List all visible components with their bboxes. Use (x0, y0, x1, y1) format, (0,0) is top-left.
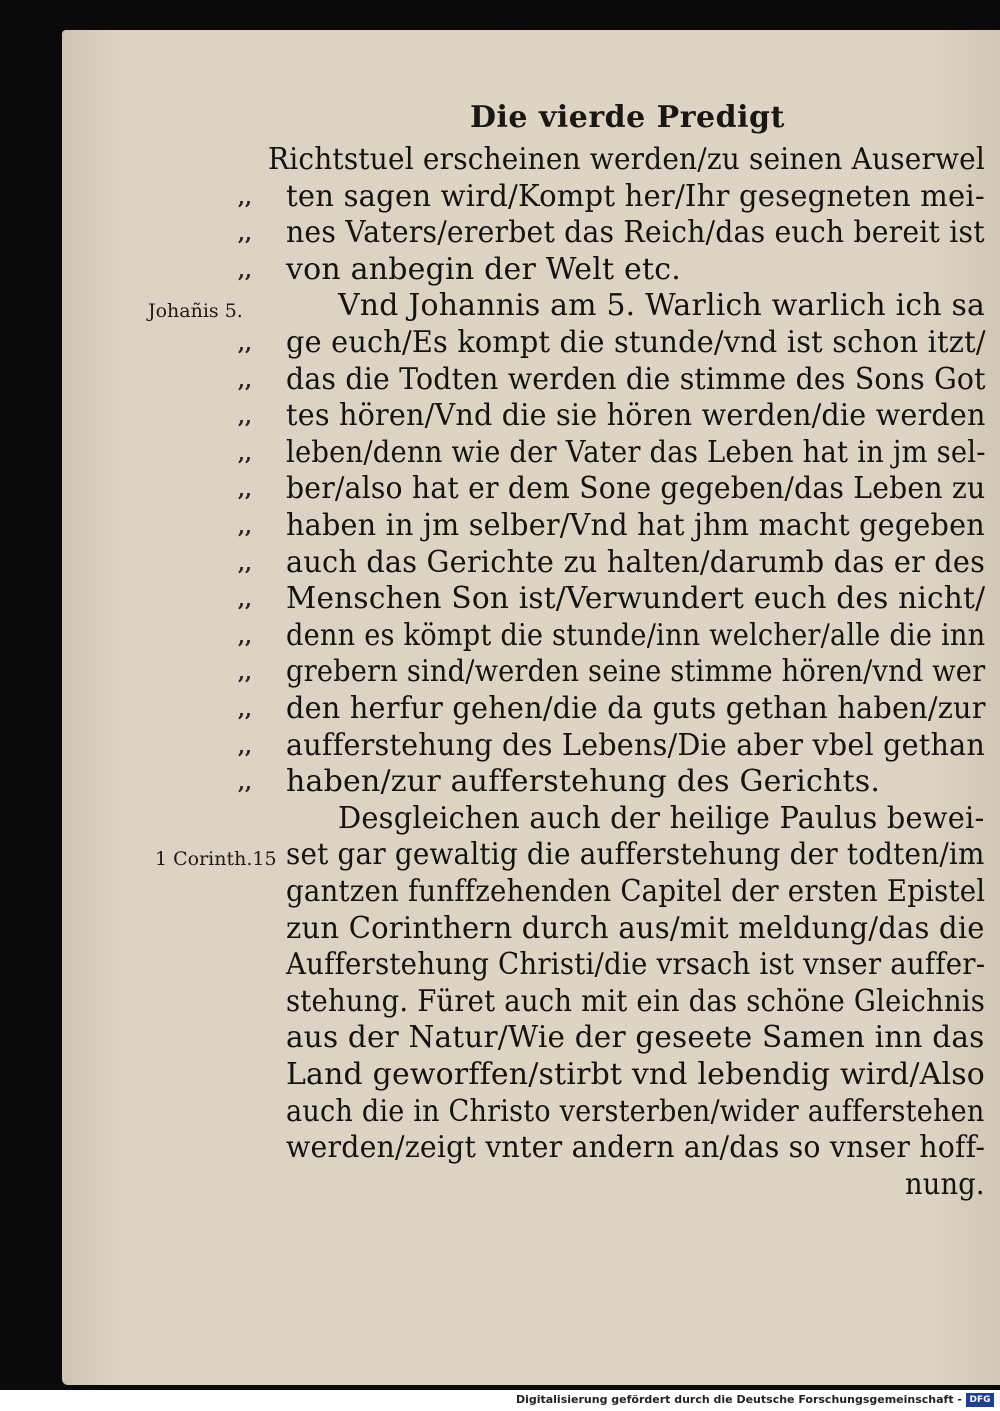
quote-mark: ,, (238, 697, 252, 721)
text-line: das die Todten werden die stimme des Sons Got (286, 362, 986, 397)
dfg-logo: DFG (966, 1393, 994, 1407)
text-line: stehung. Füret auch mit ein das schöne Gleichnis (286, 984, 986, 1019)
text-line: nes Vaters/ererbet das Reich/das euch bereit ist (286, 215, 985, 250)
text-line: gantzen funffzehenden Capitel der ersten Epistel (286, 874, 986, 909)
page-header: Die vierde Predigt (470, 100, 785, 135)
text-line: Vnd Johannis am 5. Warlich warlich ich sa (338, 288, 986, 323)
quote-mark: ,, (238, 258, 252, 282)
text-line: Land geworffen/stirbt vnd lebendig wird/Also (286, 1057, 986, 1092)
text-line: von anbegin der Welt etc. (286, 252, 681, 287)
quote-mark: ,, (238, 624, 252, 648)
footer-credit: Digitalisierung gefördert durch die Deutsche Forschungsgemeinschaft - (515, 1393, 962, 1406)
text-line: aus der Natur/Wie der geseete Samen inn das (286, 1020, 985, 1055)
text-line: Richtstuel erscheinen werden/zu seinen Auserwel (268, 142, 986, 177)
text-line: tes hören/Vnd die sie hören werden/die werden (286, 398, 986, 433)
quote-mark: ,, (238, 477, 252, 501)
quote-mark: ,, (238, 660, 252, 684)
text-line: leben/denn wie der Vater das Leben hat in jm sel- (286, 435, 986, 470)
quote-mark: ,, (238, 770, 252, 794)
quote-mark: ,, (238, 441, 252, 465)
text-line: haben/zur aufferstehung des Gerichts. (286, 764, 881, 799)
text-line: ge euch/Es kompt die stunde/vnd ist schon itzt/ (286, 325, 986, 360)
text-line: auch das Gerichte zu halten/darumb das er des (286, 545, 986, 580)
quote-mark: ,, (238, 185, 252, 209)
quote-mark: ,, (238, 551, 252, 575)
margin-note-johannis: Johañis 5. (148, 300, 243, 322)
text-line: grebern sind/werden seine stimme hören/vnd wer (286, 654, 986, 689)
quote-mark: ,, (238, 331, 252, 355)
quote-mark: ,, (238, 514, 252, 538)
text-line: Aufferstehung Christi/die vrsach ist vnser auffer- (286, 947, 986, 982)
text-line: haben in jm selber/Vnd hat jhm macht gegeben (286, 508, 985, 543)
footer-bar (0, 1390, 1000, 1411)
text-line: Menschen Son ist/Verwundert euch des nicht/ (286, 581, 986, 616)
quote-mark: ,, (238, 221, 252, 245)
text-line: set gar gewaltig die aufferstehung der todten/im (286, 837, 985, 872)
text-line: auch die in Christo versterben/wider aufferstehen (286, 1094, 985, 1129)
quote-mark: ,, (238, 368, 252, 392)
text-line: zun Corinthern durch aus/mit meldung/das die (286, 911, 985, 946)
text-line: ber/also hat er dem Sone gegeben/das Leben zu (286, 471, 986, 506)
text-line: nung. (905, 1167, 985, 1202)
quote-mark: ,, (238, 404, 252, 428)
quote-mark: ,, (238, 734, 252, 758)
margin-note-corinth: 1 Corinth.15 (155, 848, 277, 870)
text-line: Desgleichen auch der heilige Paulus bewei- (338, 801, 985, 836)
text-line: aufferstehung des Lebens/Die aber vbel gethan (286, 728, 986, 763)
text-line: werden/zeigt vnter andern an/das so vnser hoff- (286, 1130, 986, 1165)
text-line: ten sagen wird/Kompt her/Ihr gesegneten mei- (286, 179, 985, 214)
quote-mark: ,, (238, 587, 252, 611)
text-line: denn es kömpt die stunde/inn welcher/alle die inn (286, 618, 986, 653)
text-line: den herfur gehen/die da guts gethan haben/zur (286, 691, 986, 726)
